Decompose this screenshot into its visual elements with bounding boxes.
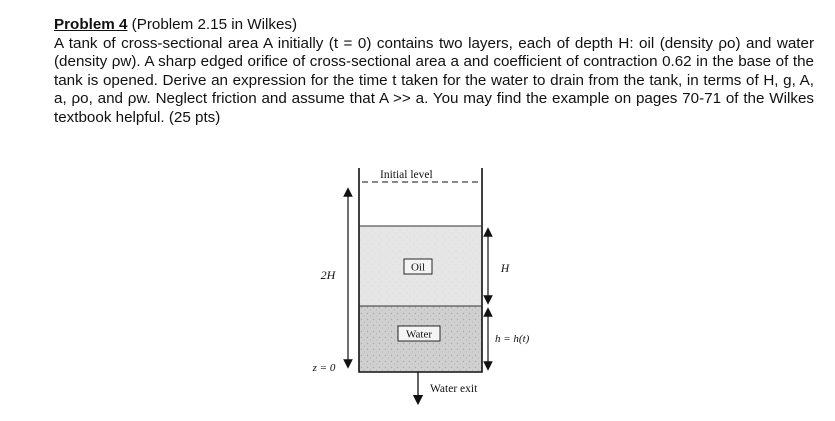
problem-source: (Problem 2.15 in Wilkes) (127, 16, 298, 33)
water-label: Water (406, 328, 432, 341)
origin-label: z = 0 (312, 362, 336, 374)
tank-diagram (300, 150, 600, 410)
problem-heading: Problem 4 (54, 16, 128, 33)
initial-level-label: Initial level (380, 169, 433, 181)
water-exit-label: Water exit (430, 383, 478, 395)
problem-statement (54, 16, 814, 127)
oil-label: Oil (410, 261, 426, 274)
layer-height-label: H (500, 263, 510, 275)
problem-text: A tank of cross-sectional area A initially (t = 0) contains two layers, each of depth H: oil (density ρo) and water (density ρw). A sharp edged orifice of cross-sectional area a and coefficient of contraction 0.62 in the base of the tank is opened. Derive an expression for the time t taken for the water to drain from the tank, in terms of H, g, A, a, ρo, and ρw. Neglect friction and assume that A >> a. You may find the example on pages 70-71 of the Wilkes textbook helpful. (25 pts) (54, 34, 814, 126)
problem-title (54, 16, 814, 35)
total-height-label: 2H (320, 268, 336, 282)
water-height-label: h = h(t) (495, 333, 530, 345)
